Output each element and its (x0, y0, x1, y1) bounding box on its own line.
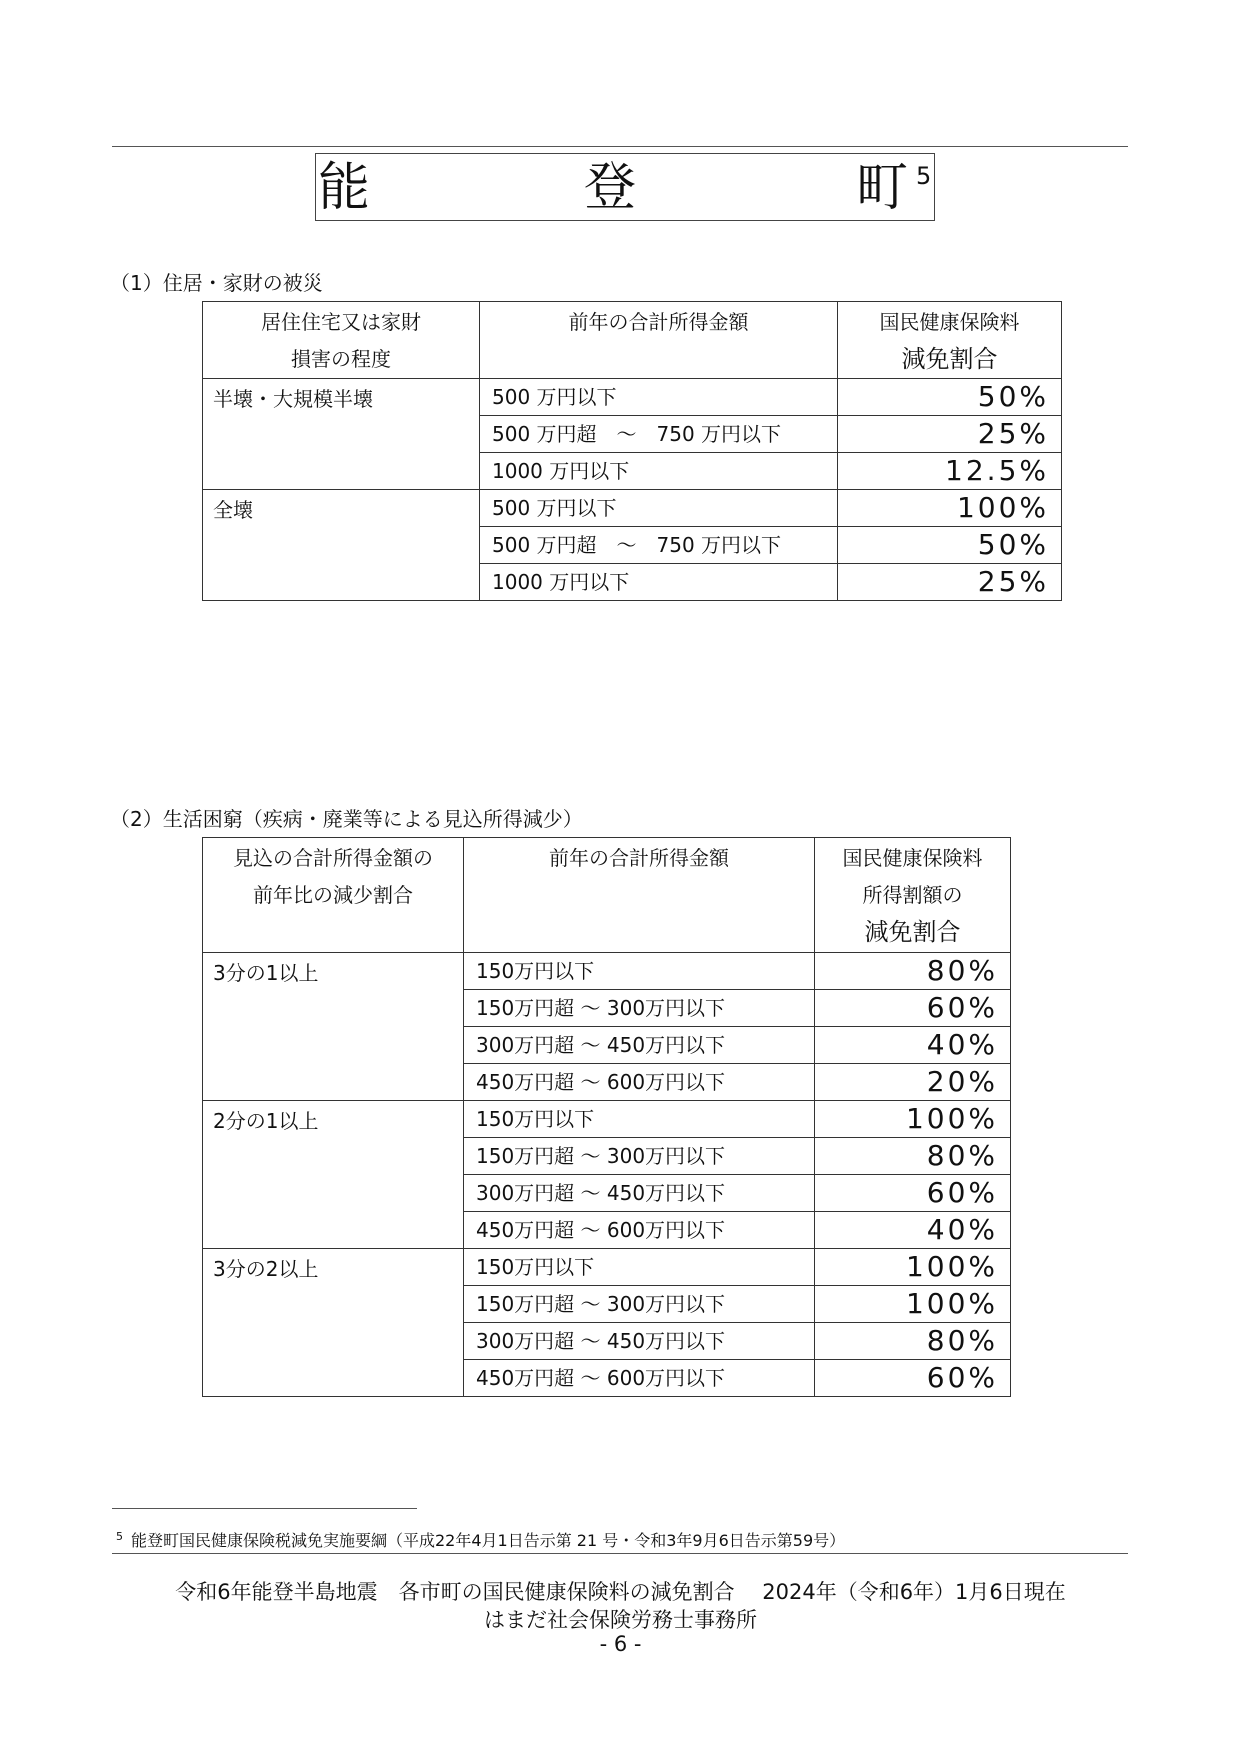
income-range-cell: 1000 万円以下 (480, 564, 838, 601)
income-range-cell: 150万円超 ～ 300万円以下 (464, 1138, 815, 1175)
income-range-cell: 450万円超 ～ 600万円以下 (464, 1212, 815, 1249)
income-range-cell: 300万円超 ～ 450万円以下 (464, 1027, 815, 1064)
title-char-3: 町 (856, 158, 909, 218)
reduction-rate-cell: 80% (815, 953, 1011, 990)
header-prior-income: 前年の合計所得金額 (480, 302, 838, 379)
reduction-rate-cell: 20% (815, 1064, 1011, 1101)
header-decrease-ratio: 見込の合計所得金額の 前年比の減少割合 (203, 838, 464, 953)
reduction-rate-cell: 25% (838, 416, 1062, 453)
page-title (315, 153, 935, 221)
footer-line1: 令和6年能登半島地震 各市町の国民健康保険料の減免割合 2024年（令和6年）1月6日現在 (175, 1580, 1066, 1604)
group-label: 2分の1以上 (203, 1101, 464, 1249)
table-header-row (203, 838, 1011, 953)
reduction-rate-cell: 100% (815, 1249, 1011, 1286)
group-label: 半壊・大規模半壊 (203, 379, 480, 490)
income-range-cell: 450万円超 ～ 600万円以下 (464, 1360, 815, 1397)
footer-rule (112, 1553, 1128, 1554)
header-damage-level: 居住住宅又は家財 損害の程度 (203, 302, 480, 379)
income-range-cell: 150万円超 ～ 300万円以下 (464, 990, 815, 1027)
section2-table (202, 837, 1011, 1397)
reduction-rate-cell: 50% (838, 379, 1062, 416)
table-row (203, 490, 1062, 527)
income-range-cell: 1000 万円以下 (480, 453, 838, 490)
header-reduction-rate: 国民健康保険料 減免割合 (838, 302, 1062, 379)
income-range-cell: 500 万円超 ～ 750 万円以下 (480, 416, 838, 453)
reduction-rate-cell: 80% (815, 1323, 1011, 1360)
income-range-cell: 500 万円超 ～ 750 万円以下 (480, 527, 838, 564)
table-header-row (203, 302, 1062, 379)
footer-office: はまだ社会保険労務士事務所 (484, 1608, 757, 1632)
reduction-rate-cell: 60% (815, 990, 1011, 1027)
reduction-rate-cell: 50% (838, 527, 1062, 564)
reduction-rate-cell: 25% (838, 564, 1062, 601)
income-range-cell: 150万円超 ～ 300万円以下 (464, 1286, 815, 1323)
income-range-cell: 150万円以下 (464, 953, 815, 990)
footnote-mark: 5 (116, 1529, 123, 1543)
income-range-cell: 150万円以下 (464, 1249, 815, 1286)
footnote-rule (112, 1508, 417, 1509)
header-reduction-rate: 国民健康保険料 所得割額の 減免割合 (815, 838, 1011, 953)
table-row (203, 953, 1011, 990)
reduction-rate-cell: 40% (815, 1027, 1011, 1064)
footnote (116, 1528, 845, 1551)
footnote-text: 能登町国民健康保険税減免実施要綱（平成22年4月1日告示第 21 号・令和3年9月6日告示第59号） (131, 1531, 846, 1550)
header-prior-income: 前年の合計所得金額 (464, 838, 815, 953)
title-char-2: 登 (584, 158, 637, 218)
title-char-1: 能 (318, 158, 371, 218)
income-range-cell: 500 万円以下 (480, 490, 838, 527)
table-row (203, 1249, 1011, 1286)
group-label: 3分の2以上 (203, 1249, 464, 1397)
page-number: - 6 - (599, 1632, 642, 1656)
table-row (203, 379, 1062, 416)
reduction-rate-cell: 40% (815, 1212, 1011, 1249)
reduction-rate-cell: 60% (815, 1360, 1011, 1397)
title-footnote-mark: 5 (916, 162, 932, 190)
section2-heading: （2）生活困窮（疾病・廃業等による見込所得減少） (110, 807, 583, 831)
income-range-cell: 500 万円以下 (480, 379, 838, 416)
group-label: 全壊 (203, 490, 480, 601)
income-range-cell: 450万円超 ～ 600万円以下 (464, 1064, 815, 1101)
income-range-cell: 300万円超 ～ 450万円以下 (464, 1323, 815, 1360)
reduction-rate-cell: 100% (838, 490, 1062, 527)
reduction-rate-cell: 100% (815, 1101, 1011, 1138)
group-label: 3分の1以上 (203, 953, 464, 1101)
reduction-rate-cell: 60% (815, 1175, 1011, 1212)
top-rule (112, 146, 1128, 147)
table-row (203, 1101, 1011, 1138)
section1-heading: （1）住居・家財の被災 (110, 271, 323, 295)
income-range-cell: 150万円以下 (464, 1101, 815, 1138)
income-range-cell: 300万円超 ～ 450万円以下 (464, 1175, 815, 1212)
section1-table (202, 301, 1062, 601)
reduction-rate-cell: 80% (815, 1138, 1011, 1175)
reduction-rate-cell: 12.5% (838, 453, 1062, 490)
reduction-rate-cell: 100% (815, 1286, 1011, 1323)
